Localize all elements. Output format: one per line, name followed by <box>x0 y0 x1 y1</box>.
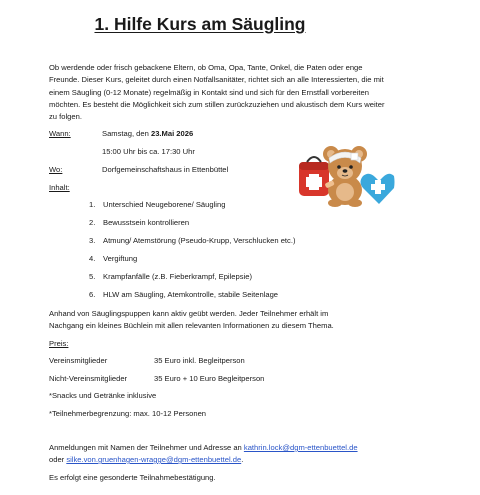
teddy-bear-first-aid-icon <box>297 138 395 208</box>
list-number: 2. <box>89 218 96 227</box>
confirmation-text: Es erfolgt eine gesonderte Teilnahmebestätigung. <box>49 473 216 482</box>
list-item: Krampfanfälle (z.B. Fieberkrampf, Epilepsie) <box>103 272 252 281</box>
list-number: 4. <box>89 254 96 263</box>
where-value: Dorfgemeinschaftshaus in Ettenbüttel <box>102 165 229 174</box>
list-number: 3. <box>89 236 96 245</box>
practice-line-2: Nachgang ein kleines Büchlein mit allen relevanten Informationen zu diesem Thema. <box>49 321 334 330</box>
list-item: Vergiftung <box>103 254 138 263</box>
member-price: 35 Euro inkl. Begleitperson <box>154 356 245 365</box>
registration-text: Anmeldungen mit Namen der Teilnehmer und Adresse an <box>49 443 244 452</box>
member-label: Vereinsmitglieder <box>49 356 108 365</box>
price-label: Preis: <box>49 339 69 348</box>
practice-line-1: Anhand von Säuglingspuppen kann aktiv geübt werden. Jeder Teilnehmer erhält im <box>49 309 329 318</box>
when-date-prefix: Samstag, den <box>102 129 151 138</box>
list-number: 1. <box>89 200 96 209</box>
email-link-kathrin[interactable]: kathrin.lock@dgm-ettenbuettel.de <box>243 443 358 452</box>
intro-paragraph: Ob werdende oder frisch gebackene Eltern, ob Oma, Opa, Tante, Onkel, die Paten oder enge Freunde. Dieser Kurs, geleitet durch einen Notfallsanitäter, richtet sich an alle Interessierten, die mit einem Säugling (0-12 Monate) regelmäßig in Kontakt sind und sich für den Ernstfall vorbereiten möchten. Es besteht die Möglichkeit sich zum stillen zurückzuziehen und akustisch dem Kurs weiter zu folgen. <box>49 63 385 122</box>
list-item: Unterschied Neugeborene/ Säugling <box>103 200 226 209</box>
when-label: Wann: <box>49 129 71 138</box>
list-item: Bewusstsein kontrollieren <box>103 218 190 227</box>
nonmember-label: Nicht-Vereinsmitglieder <box>49 374 128 383</box>
registration-period: . <box>241 455 244 464</box>
content-label: Inhalt: <box>49 183 70 192</box>
list-item: Atmung/ Atemstörung (Pseudo-Krupp, Verschlucken etc.) <box>103 236 296 245</box>
list-number: 5. <box>89 272 96 281</box>
registration-line-1 <box>49 443 358 453</box>
note-limit: *Teilnehmerbegrenzung: max. 10-12 Personen <box>49 409 207 418</box>
list-number: 6. <box>89 290 96 299</box>
where-label: Wo: <box>49 165 63 174</box>
email-link-silke[interactable]: silke.von.gruenhagen-wragge@dgm-ettenbuettel.de <box>66 455 242 464</box>
registration-line-2 <box>49 455 243 465</box>
when-date-bold: 23.Mai 2026 <box>150 129 194 138</box>
nonmember-price: 35 Euro + 10 Euro Begleitperson <box>154 374 265 383</box>
when-time: 15:00 Uhr bis ca. 17:30 Uhr <box>102 147 195 156</box>
list-item: HLW am Säugling, Atemkontrolle, stabile Seitenlage <box>103 290 279 299</box>
when-date <box>102 129 193 139</box>
note-snacks: *Snacks und Getränke inklusive <box>49 391 157 400</box>
page-title: 1. Hilfe Kurs am Säugling <box>94 14 306 34</box>
registration-or: oder <box>49 455 67 464</box>
